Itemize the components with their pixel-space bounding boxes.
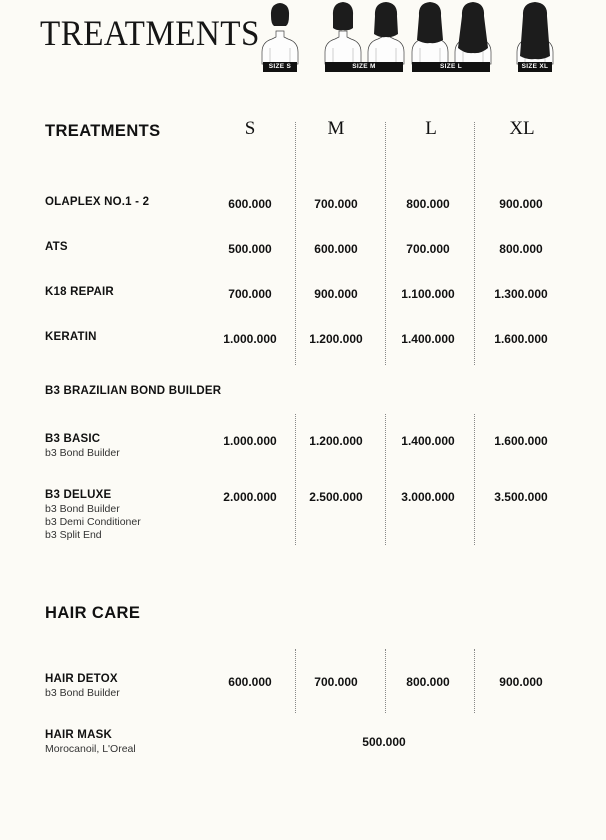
- column-header-l: L: [425, 118, 437, 139]
- price-m: 1.200.000: [309, 434, 363, 448]
- hair-mask-name: HAIR MASK: [45, 729, 112, 741]
- price-xl: 1.600.000: [494, 434, 548, 448]
- column-divider: [385, 649, 386, 713]
- size-l-badge: SIZE L: [412, 62, 490, 72]
- price-flat: 500.000: [362, 735, 406, 749]
- size-xl-badge: SIZE XL: [518, 62, 552, 72]
- b3-deluxe-detail: b3 Demi Conditioner: [45, 516, 141, 528]
- hair-size-illustrations: [0, 0, 606, 80]
- hair-short-icon: [262, 3, 298, 64]
- b3-deluxe-name: B3 DELUXE: [45, 489, 112, 501]
- price-m: 700.000: [314, 197, 358, 211]
- price-s: 600.000: [228, 675, 272, 689]
- hair-long-icon: [412, 2, 448, 64]
- column-divider: [385, 414, 386, 545]
- hair-medium-icon: [368, 2, 404, 64]
- price-l: 700.000: [406, 242, 450, 256]
- price-s: 500.000: [228, 242, 272, 256]
- price-xl: 900.000: [499, 197, 543, 211]
- column-divider: [474, 122, 475, 365]
- size-s-badge: SIZE S: [263, 62, 297, 72]
- price-xl: 1.600.000: [494, 332, 548, 346]
- price-xl: 800.000: [499, 242, 543, 256]
- price-m: 2.500.000: [309, 490, 363, 504]
- price-m: 600.000: [314, 242, 358, 256]
- b3-deluxe-detail: b3 Split End: [45, 529, 102, 541]
- page-title: TREATMENTS: [40, 13, 260, 53]
- price-s: 700.000: [228, 287, 272, 301]
- price-s: 2.000.000: [223, 490, 277, 504]
- price-s: 600.000: [228, 197, 272, 211]
- column-header-m: M: [327, 118, 345, 139]
- hair-very-long-icon: [455, 2, 491, 64]
- hair-medium-short-icon: [325, 2, 361, 64]
- b3-basic-name: B3 BASIC: [45, 433, 101, 445]
- treatment-name: K18 REPAIR: [45, 286, 114, 298]
- price-xl: 900.000: [499, 675, 543, 689]
- price-s: 1.000.000: [223, 332, 277, 346]
- price-m: 900.000: [314, 287, 358, 301]
- column-header-xl: XL: [509, 118, 535, 139]
- b3-deluxe-detail: b3 Bond Builder: [45, 503, 120, 515]
- price-m: 1.200.000: [309, 332, 363, 346]
- price-l: 1.400.000: [401, 434, 455, 448]
- hair-mask-detail: Morocanoil, L'Oreal: [45, 743, 136, 755]
- hair-extra-long-icon: [517, 2, 553, 64]
- hair-detox-detail: b3 Bond Builder: [45, 687, 120, 699]
- b3-section-heading: B3 BRAZILIAN BOND BUILDER: [45, 385, 222, 397]
- price-s: 1.000.000: [223, 434, 277, 448]
- price-l: 1.100.000: [401, 287, 455, 301]
- treatment-name: KERATIN: [45, 331, 97, 343]
- price-l: 1.400.000: [401, 332, 455, 346]
- column-divider: [385, 122, 386, 365]
- treatment-name: OLAPLEX NO.1 - 2: [45, 196, 150, 208]
- price-l: 800.000: [406, 197, 450, 211]
- hair-care-heading: HAIR CARE: [45, 604, 141, 622]
- b3-basic-detail: b3 Bond Builder: [45, 447, 120, 459]
- column-divider: [474, 649, 475, 713]
- column-divider: [474, 414, 475, 545]
- price-xl: 1.300.000: [494, 287, 548, 301]
- price-m: 700.000: [314, 675, 358, 689]
- price-l: 800.000: [406, 675, 450, 689]
- price-l: 3.000.000: [401, 490, 455, 504]
- column-header-s: S: [244, 118, 256, 139]
- price-xl: 3.500.000: [494, 490, 548, 504]
- size-m-badge: SIZE M: [325, 62, 403, 72]
- hair-detox-name: HAIR DETOX: [45, 673, 118, 685]
- treatment-name: ATS: [45, 241, 68, 253]
- treatments-heading: TREATMENTS: [45, 122, 161, 140]
